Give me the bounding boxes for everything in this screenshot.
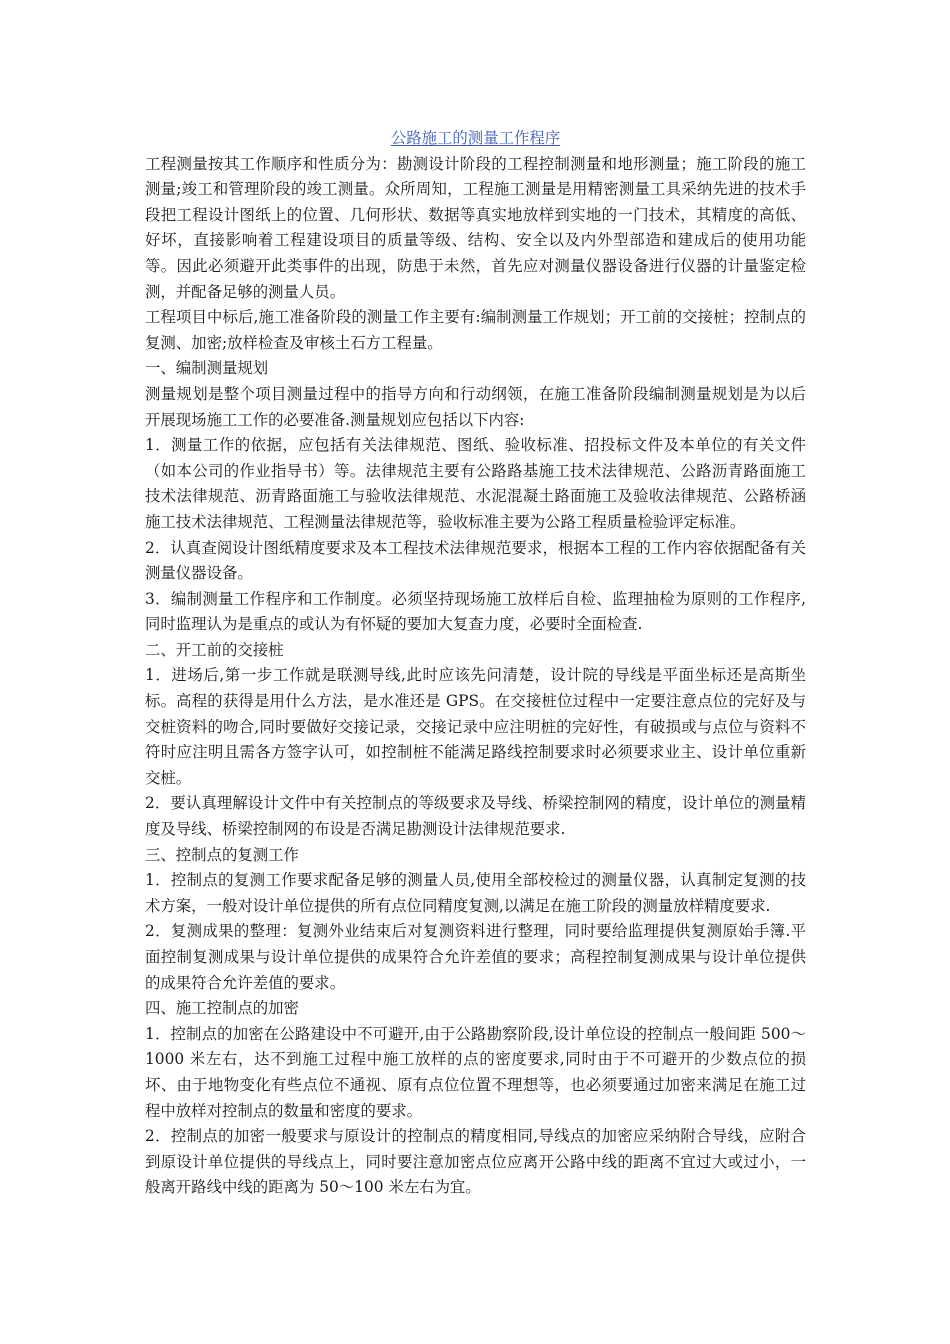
section-heading: 二、开工前的交接桩 [145,640,284,659]
paragraph: 2．认真查阅设计图纸精度要求及本工程技术法律规范要求，根据本工程的工作内容依据配备有关测量仪器设备。 [145,538,806,583]
document-text-blocks [145,152,806,1201]
paragraph: 1．进场后,第一步工作就是联测导线,此时应该先问清楚，设计院的导线是平面坐标还是高斯坐标。高程的获得是用什么方法，是水准还是 GPS。在交接桩位过程中一定要注意点位的完好及与交桩资料的吻合,同时要做好交接记录，交接记录中应注明桩的完好性，有破损或与点位与资料不符时应注明且需各方签字认可，如控制桩不能满足路线控制要求时必须要求业主、设计单位重新交桩。 [145,666,806,787]
paragraph: 2．要认真理解设计文件中有关控制点的等级要求及导线、桥梁控制网的精度，设计单位的测量精度及导线、桥梁控制网的布设是否满足勘测设计法律规范要求. [145,794,806,839]
paragraph: 测量规划是整个项目测量过程中的指导方向和行动纲领，在施工准备阶段编制测量规划是为以后开展现场施工工作的必要准备.测量规划应包括以下内容: [145,384,806,429]
document-body [145,126,806,1201]
paragraph: 1．测量工作的依据，应包括有关法律规范、图纸、验收标准、招投标文件及本单位的有关文件（如本公司的作业指导书）等。法律规范主要有公路路基施工技术法律规范、公路沥青路面施工技术法律规范、沥青路面施工与验收法律规范、水泥混凝土路面施工及验收法律规范、公路桥涵施工技术法律规范、工程测量法律规范等，验收标准主要为公路工程质量检验评定标准。 [145,436,806,531]
section-heading: 三、控制点的复测工作 [145,845,299,864]
document-title-link[interactable]: 公路施工的测量工作程序 [390,129,561,147]
paragraph: 2．控制点的加密一般要求与原设计的控制点的精度相同,导线点的加密应采纳附合导线，应附合到原设计单位提供的导线点上，同时要注意加密点位应离开公路中线的距离不宜过大或过小，一般离开路线中线的距离为 50～100 米左右为宜。 [145,1127,806,1197]
paragraph: 3．编制测量工作程序和工作制度。必须坚持现场施工放样后自检、监理抽检为原则的工作程序,同时监理认为是重点的或认为有怀疑的要加大复查力度，必要时全面检查. [145,589,806,634]
section-heading: 一、编制测量规划 [145,359,269,378]
paragraph: 2．复测成果的整理：复测外业结束后对复测资料进行整理，同时要给监理提供复测原始手簿.平面控制复测成果与设计单位提供的成果符合允许差值的要求；高程控制复测成果与设计单位提供的成果符合允许差值的要求。 [145,922,806,992]
paragraph: 工程测量按其工作顺序和性质分为：勘测设计阶段的工程控制测量和地形测量；施工阶段的施工测量;竣工和管理阶段的竣工测量。众所周知，工程施工测量是用精密测量工具采纳先进的技术手段把工程设计图纸上的位置、几何形状、数据等真实地放样到实地的一门技术，其精度的高低、好坏，直接影响着工程建设项目的质量等级、结构、安全以及内外型部造和建成后的使用功能等。因此必须避开此类事件的出现，防患于未然，首先应对测量仪器设备进行仪器的计量鉴定检测，并配备足够的测量人员。 [145,154,806,301]
paragraph: 1．控制点的加密在公路建设中不可避开,由于公路勘察阶段,设计单位设的控制点一般间距 500～1000 米左右，达不到施工过程中施工放样的点的密度要求,同时由于不可避开的少数点位的损坏、由于地物变化有些点位不通视、原有点位位置不理想等，也必须要通过加密来满足在施工过程中放样对控制点的数量和密度的要求。 [145,1024,806,1120]
paragraph: 工程项目中标后,施工准备阶段的测量工作主要有:编制测量工作规划；开工前的交接桩；控制点的复测、加密;放样检查及审核土石方工程量。 [145,308,806,352]
section-heading: 四、施工控制点的加密 [145,999,299,1018]
paragraph: 1．控制点的复测工作要求配备足够的测量人员,使用全部校检过的测量仪器，认真制定复测的技术方案，一般对设计单位提供的所有点位同精度复测,以满足在施工阶段的测量放样精度要求. [145,871,806,915]
